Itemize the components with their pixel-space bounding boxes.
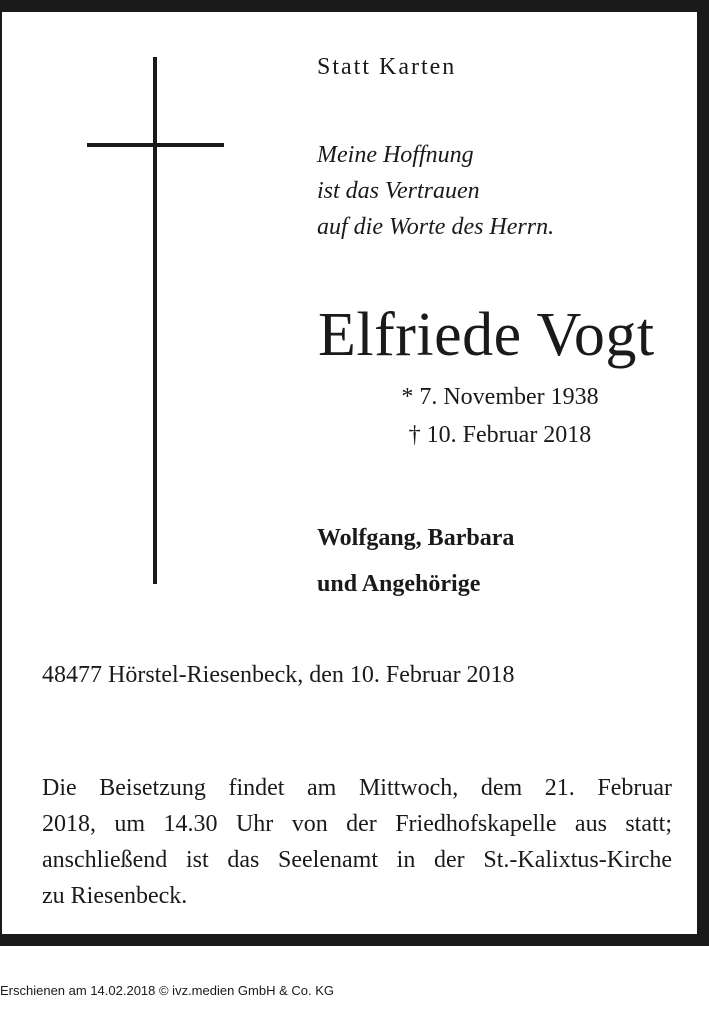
death-date: † 10. Februar 2018 <box>408 422 592 448</box>
burial-line: 2018, um 14.30 Uhr von der Friedhofskapelle aus statt; <box>42 811 672 837</box>
quote-line: auf die Worte des Herrn. <box>317 214 555 240</box>
burial-line: anschließend ist das Seelenamt in der St.-Kalixtus-Kirche <box>42 847 672 873</box>
mourners <box>317 515 514 607</box>
bible-quote <box>317 137 554 245</box>
life-dates <box>318 378 682 454</box>
burial-info <box>42 770 672 914</box>
birth-date: * 7. November 1938 <box>401 384 599 410</box>
place-date: 48477 Hörstel-Riesenbeck, den 10. Februar 2018 <box>42 662 515 688</box>
burial-line: Die Beisetzung findet am Mittwoch, dem 21. Februar <box>42 775 672 801</box>
cross-icon-bar <box>87 143 224 147</box>
deceased-name: Elfriede Vogt <box>318 301 655 369</box>
publication-credit: Erschienen am 14.02.2018 © ivz.medien GmbH & Co. KG <box>0 983 335 998</box>
quote-line: Meine Hoffnung <box>317 142 474 168</box>
notice-header: Statt Karten <box>317 54 457 80</box>
cross-icon <box>153 57 157 584</box>
quote-line: ist das Vertrauen <box>317 178 480 204</box>
mourners-line: und Angehörige <box>317 571 481 597</box>
mourners-line: Wolfgang, Barbara <box>317 525 515 551</box>
burial-line: zu Riesenbeck. <box>42 883 188 909</box>
